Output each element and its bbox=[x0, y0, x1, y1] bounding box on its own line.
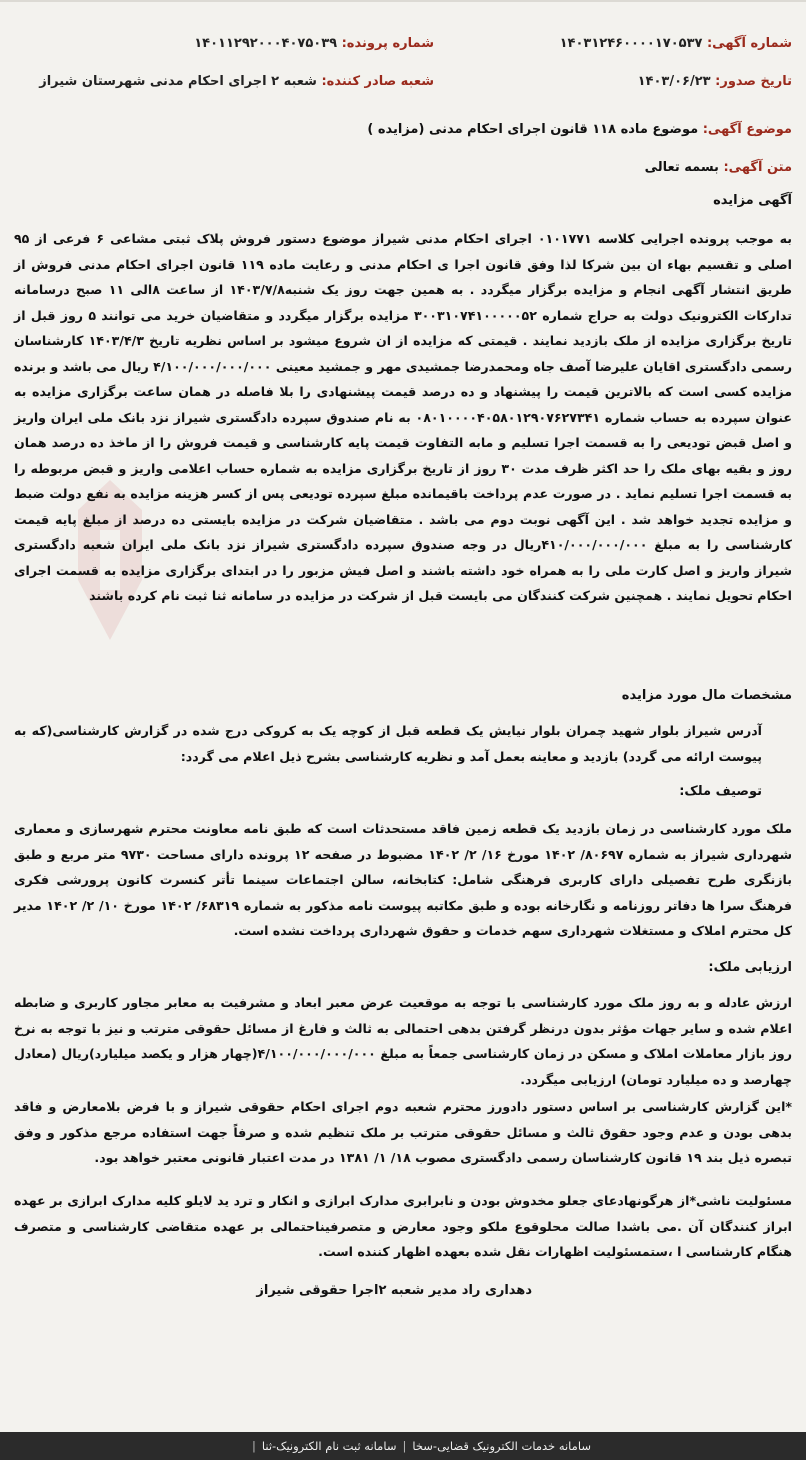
subject-value: موضوع ماده ۱۱۸ قانون اجرای احکام مدنی (مزایده ) bbox=[367, 122, 699, 137]
ad-title: آگهی مزایده bbox=[713, 193, 792, 208]
main-paragraph: به موجب پرونده اجرایی کلاسه ۰۱۰۱۷۷۱ اجرای احکام مدنی شیراز موضوع دستور فروش پلاک ثبتی مشاعی ۶ فرعی از ۹۵ اصلی و تقسیم بهاء ان بین شرکا لذا وفق قانون اجرا ی احکام مدنی و رعایت ماده ۱۱۹ قانون اجرای احکام مدنی فروش از طریق انتشار آگهی انجام و مزایده برگزار میگردد . به همین جهت روز یک شنبه۱۴۰۳/۷/۸ از ساعت ۸الی ۱۱ صبح درسامانه تدارکات الکترونیک دولت به حراج شماره ۳۰۰۳۱۰۷۴۱۰۰۰۰۰۵۲ مزایده برگزار میگردد و متقاضیان خرید می توانند ۵ روز قبل از تاریخ برگزاری مزایده از ملک بازدید نمایند . قیمتی که مزایده از ان شروع میشود بر اساس نظریه تاریخ ۱۴۰۳/۴/۳ کارشناسان رسمی دادگستری اقایان علیرضا آصف جاه ومحمدرضا جمشیدی مهر و جمشید معینی ۴/۱۰۰/۰۰۰/۰۰۰/۰۰۰ ریال می باشد و برنده مزایده کسی است که بالاترین قیمت را پیشنهاد و ده درصد قیمت پیشنهادی را بلا فاصله در همان ساعت برگزاری مزایده به عنوان سپرده به حساب شماره ۰۸۰۱۰۰۰۰۴۰۵۸۰۱۲۹۰۷۶۲۷۳۴۱ به نام صندوق سپرده دادگستری شیراز نزد بانک ملی ایران واریز و اصل قبض تودیعی را به قسمت اجرا تسلیم و مابه التفاوت قیمت پایه کارشناسی و قیمت فروش را از ماخذ ده درصد همان روز و بقیه بهای ملک را حد اکثر ظرف مدت ۳۰ روز از تاریخ برگزاری مزایده به شماره حساب اعلامی واریز و قبض مربوطه را به قسمت اجرا تسلیم نماید . در صورت عدم پرداخت باقیمانده مبلغ سپرده تودیعی پس از کسر هزینه مزایده به نفع دولت ضبط و مزایده تجدید خواهد شد . این آگهی نوبت دوم می باشد . متقاضیان شرکت در مزایده بایستی ده درصد از مبلغ پایه قیمت کارشناسی را به مبلغ ۴۱۰/۰۰۰/۰۰۰/۰۰۰ریال در وجه صندوق سپرده دادگستری شیراز نزد بانک ملی ایران شعبه دادگستری شیراز واریز و اصل کارت ملی را به همراه خود داشته باشند و اصل فیش مزبور را در ابتدای برگزاری مزایده به قسمت اجرای احکام تحویل نمایند . همچنین شرکت کنندگان می بایست قبل از شرکت در مزایده در سامانه ثنا ثبت نام کرده باشند bbox=[14, 231, 793, 603]
property-heading: مشخصات مال مورد مزایده bbox=[621, 688, 792, 703]
ad-number-label: شماره آگهی: bbox=[706, 36, 792, 51]
body-intro-value: بسمه تعالی bbox=[644, 160, 719, 175]
ad-number-value: ۱۴۰۳۱۲۴۶۰۰۰۰۱۷۰۵۳۷ bbox=[559, 36, 703, 51]
issue-date-value: ۱۴۰۳/۰۶/۲۳ bbox=[637, 74, 711, 89]
address-paragraph: آدرس شیراز بلوار شهید چمران بلوار نیایش یک قطعه قبل از کوچه یک به کروکی درج شده در گزارش کارشناسی(که به پیوست ارائه می گردد) بازدید و معاینه بعمل آمد و نظریه کارشناسی بشرح ذیل اعلام می گردد: bbox=[14, 723, 762, 764]
subject-row bbox=[367, 122, 792, 137]
case-number-row bbox=[194, 36, 434, 51]
footer-separator-end: | bbox=[251, 1439, 256, 1453]
footer-links bbox=[246, 1432, 591, 1460]
valuation-paragraph: ارزش عادله و به روز ملک مورد کارشناسی با توجه به موقعیت عرض معبر ابعاد و مشرفیت به معابر مجاور کاربری و ضابطه اعلام شده و سایر جهات مؤثر بدون درنظر گرفتن بدهی احتمالی به ثالث و فارغ از مسائل حقوقی مترتب و نیز با توجه به نرخ روز بازار معاملات املاک و مسکن در زمان کارشناسی جمعاً به مبلغ ۴/۱۰۰/۰۰۰/۰۰۰/۰۰۰(چهار هزار و یکصد میلیارد)ریال (معادل چهارصد و ده میلیارد تومان) ارزیابی میگردد. bbox=[14, 995, 792, 1087]
body-intro-label: متن آگهی: bbox=[723, 160, 792, 175]
note-paragraph: *این گزارش کارشناسی بر اساس دستور دادورز محترم شعبه دوم اجرای احکام حقوقی شیراز و با فرض بلامعارض و فاقد بدهی بودن و عدم وجود حقوق ثالث و مسائل حقوقی مترتب بر ملک تنظیم شده و صرفاً جهت استفاده مرجع مذکور و وفق تبصره ذیل بند ۱۹ قانون کارشناسان رسمی دادگستری مصوب ۱۸/ ۱/ ۱۳۸۱ در مدت اعتبار قانونی معتبر خواهد بود. bbox=[14, 1099, 792, 1165]
issue-date-row bbox=[638, 74, 792, 89]
ad-number-row bbox=[560, 36, 792, 51]
liability-paragraph: مسئولیت ناشی*از هرگونهادعای جعلو مخدوش بودن و نابرابری مدارک ابرازی و انکار و ترد ید لایلو کلیه مدارک ابرازی بر عهده ابراز کنندگان آن .می باشدا صالت محلوقوع ملکو وجود معارض و متصرفیناحتمالی بر عهده متقاضی کارشناسی و متصرف هنگام کارشناسی ا ،ستمسئولیت اظهارات نقل شده بعهده اظهار کننده است. bbox=[14, 1193, 792, 1259]
description-paragraph: ملک مورد کارشناسی در زمان بازدید یک قطعه زمین فاقد مستحدثات است که طبق نامه معاونت محترم شهرسازی و معماری شهرداری شیراز به شماره ۸۰۶۹۷/ ۱۴۰۲ مورخ ۱۶/ ۲/ ۱۴۰۲ مضبوط در صفحه ۱۲ پرونده دارای مساحت ۹۷۳۰ متر مربع و طبق بازنگری طرح تفصیلی دارای کاربری فرهنگی شامل: کتابخانه، سالن اجتماعات سینما تأتر کنسرت کانون پرورشی فکری فرهنگ سرا ها دفاتر روزنامه و نگارخانه بوده و طبق مکاتبه پیوست نامه مذکور به شماره ۶۸۳۱۹/ ۱۴۰۲ مورخ ۱۰/ ۲/ ۱۴۰۲ مدیر کل محترم املاک و مستغلات شهرداری سهم خدمات و حقوق شهرداری پرداخت نشده است. bbox=[14, 821, 793, 938]
signature: دهداری راد مدیر شعبه ۲اجرا حقوقی شیراز bbox=[256, 1283, 532, 1298]
issuer-value: شعبه ۲ اجرای احکام مدنی شهرستان شیراز bbox=[39, 74, 317, 89]
subject-label: موضوع آگهی: bbox=[702, 122, 792, 137]
case-number-label: شماره پرونده: bbox=[341, 36, 434, 51]
footer-bar bbox=[0, 1432, 806, 1460]
footer-separator: | bbox=[402, 1439, 407, 1453]
valuation-heading: ارزیابی ملک: bbox=[708, 960, 792, 975]
footer-link-sana[interactable]: سامانه ثبت نام الکترونیک-ثنا bbox=[261, 1439, 397, 1453]
issuer-row bbox=[39, 74, 434, 89]
footer-link-sakha[interactable]: سامانه خدمات الکترونیک قضایی-سخا bbox=[412, 1439, 591, 1453]
description-heading: توصیف ملک: bbox=[679, 784, 762, 799]
top-border bbox=[0, 0, 806, 2]
case-number-value: ۱۴۰۱۱۲۹۲۰۰۰۴۰۷۵۰۳۹ bbox=[194, 36, 338, 51]
body-intro-row bbox=[645, 160, 792, 175]
issue-date-label: تاریخ صدور: bbox=[715, 74, 792, 89]
issuer-label: شعبه صادر کننده: bbox=[321, 74, 434, 89]
